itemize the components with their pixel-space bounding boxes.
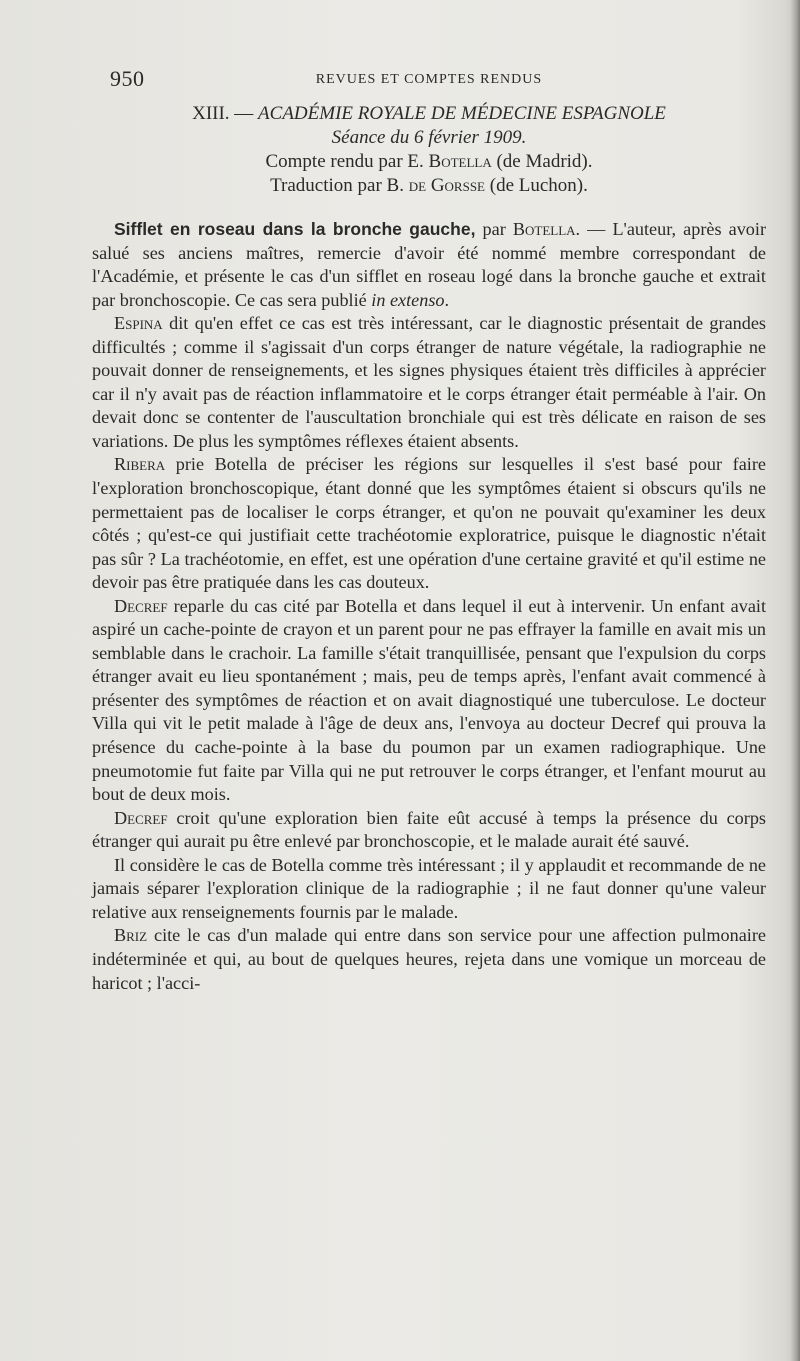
paragraph-3 [92,453,766,594]
paragraph-1-italic: in extenso [371,289,445,310]
report-author-prefix: Compte rendu par E. [265,151,429,172]
report-author-suffix: (de Madrid). [491,151,593,172]
page-header [92,62,766,102]
speaker-name: Espina [114,313,163,334]
paragraph-1-by: par [475,219,513,239]
paragraph-5-text: croit qu'une exploration bien faite eût accusé à temps la présence du corps étranger qui aurait pu être enlevé par bronchoscopie, et le malade aurait été sauvé. [92,807,766,852]
section-title-block [92,102,766,198]
section-title-text: ACADÉMIE ROYALE DE MÉDECINE ESPAGNOLE [258,103,666,124]
section-title [92,102,766,126]
speaker-name: Decref [114,807,168,828]
page-edge-shadow [790,0,800,1361]
paragraph-5 [92,807,766,854]
running-head: REVUES ET COMPTES RENDUS [315,72,543,87]
paragraph-7-text: cite le cas d'un malade qui entre dans son service pour une affection pulmonaire indéterminée et qui, au bout de quelques heures, rejeta dans une vomique un morceau de haricot ; l'acci- [92,925,766,993]
report-author-name: Botella [428,151,492,172]
speaker-name: Briz [114,925,148,946]
session-date: Séance du 6 février 1909. [331,127,527,148]
paragraph-6: Il considère le cas de Botella comme très intéressant ; il y applaudit et recommande de ne jamais séparer l'exploration clinique de la radiographie ; il ne faut donner qu'une valeur relative aux renseignements fournis par le malade. [92,854,766,922]
paragraph-2 [92,312,766,453]
article-heading: Sifflet en roseau dans la bronche gauche, [114,219,476,239]
speaker-name: Decref [114,595,168,616]
paragraph-4-text: reparle du cas cité par Botella et dans lequel il eut à intervenir. Un enfant avait aspiré un cache-pointe de crayon et un parent pour ne pas effrayer la famille en avait mis un semblable dans le crachoir. La famille s'était tranquillisée, pensant que l'expulsion du corps étranger avait eu lieu spontanément ; mais, peu de temps après, l'enfant avait commencé à présenter des symptômes de réaction et on avait diagnostiqué une tuberculose. Le docteur Villa qui vit le petit malade à l'âge de deux ans, l'envoya au docteur Decref qui prouva la présence du cache-pointe à la base du poumon par un examen radiographique. Une pneumotomie fut faite par Villa qui ne put retrouver le corps étranger, et l'enfant mourut au bout de deux mois. [92,595,766,805]
translator-prefix: Traduction par B. [270,175,409,196]
report-author-line [92,150,766,174]
speaker-name: Ribera [114,454,166,475]
paragraph-3-text: prie Botella de préciser les régions sur lesquelles il s'est basé pour faire l'exploration bronchoscopique, étant donné que les symptômes étaient si obscurs qu'ils ne permettaient pas de localiser le corps étranger, et qu'on ne pouvait qu'examiner les deux côtés ; qu'est-ce qui justifiait cette trachéotomie exploratrice, puisque le diagnostic n'était pas sûr ? La trachéotomie, en effet, est une opération d'une certaine gravité et qu'il estime ne devoir pas être pratiquée dans les cas douteux. [92,454,766,593]
paragraph-1-end: . [444,289,450,310]
section-number: XIII. — [192,103,254,124]
paragraph-1-text: . — L'auteur, après avoir salué ses anciens maîtres, remercie d'avoir été nommé membre correspondant de l'Académie, et présente le cas d'un sifflet en roseau logé dans la bronche gauche et extrait par bronchoscopie. Ce cas sera publié [92,219,767,310]
translator-name: de Gorsse [408,175,485,196]
paragraph-4 [92,595,766,807]
paragraph-1 [92,218,766,312]
speaker-name: Botella [512,219,576,239]
page-content [92,62,766,995]
page-number: 950 [110,66,145,91]
paragraph-2-text: dit qu'en effet ce cas est très intéressant, car le diagnostic présentait de grandes difficultés ; comme il s'agissait d'un corps étranger de nature végétale, la radiographie ne pouvait donner de renseignements, et les signes physiques étaient très difficiles à apprécier car il n'y avait pas de réaction inflammatoire et le corps étranger était perméable à l'air. On devait donc se contenter de l'auscultation bronchiale qui est très délicate en raison de ses variations. De plus les symptômes réflexes étaient absents. [92,313,766,451]
translator-line [92,174,766,198]
paragraph-7 [92,924,766,995]
translator-suffix: (de Luchon). [485,175,588,196]
